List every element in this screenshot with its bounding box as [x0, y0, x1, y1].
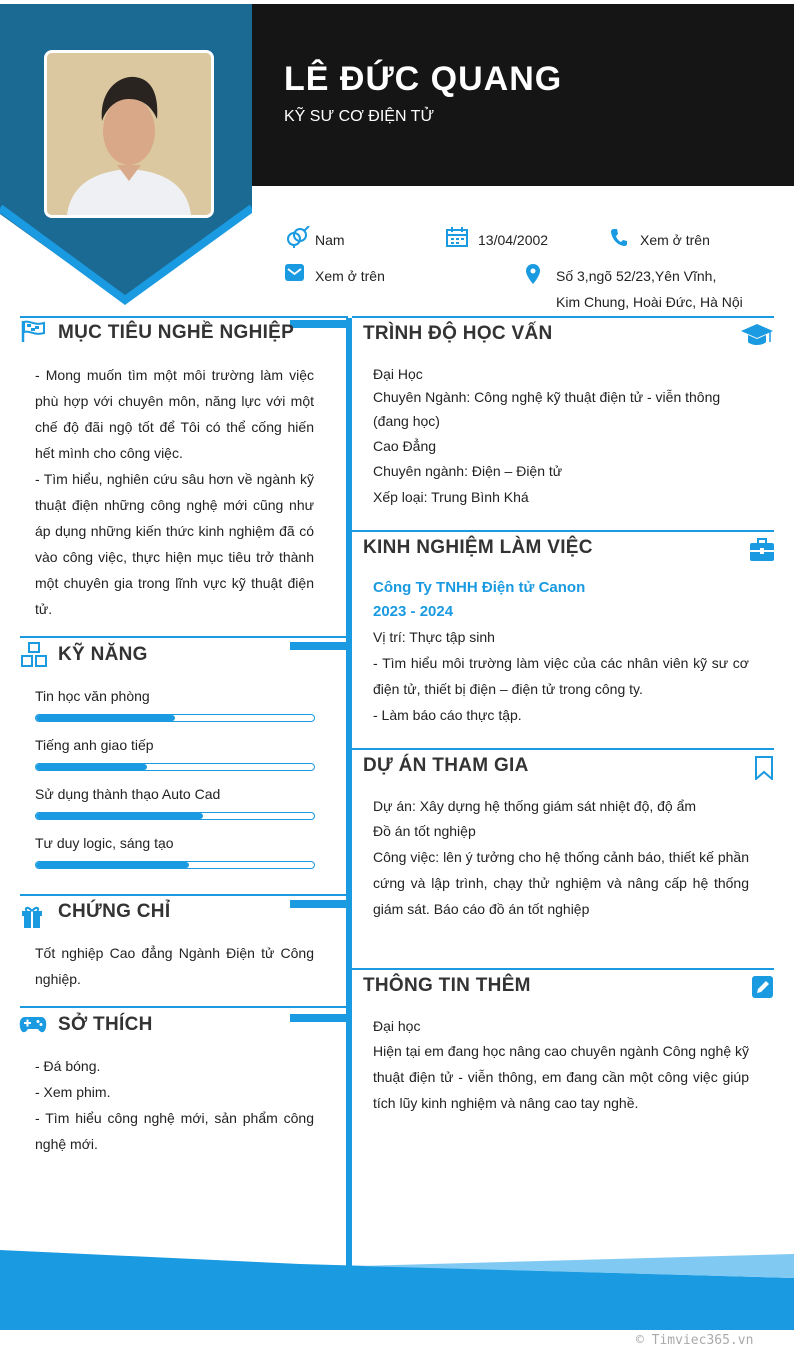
projects-rule: [352, 748, 774, 750]
skill-bar-fill: [36, 813, 203, 819]
skill-bar: [35, 812, 315, 820]
phone-value: Xem ở trên: [640, 232, 710, 248]
certificates-text: Tốt nghiệp Cao đẳng Ngành Điện tử Công nghiệp.: [35, 945, 314, 987]
work-description: - Tìm hiểu môi trường làm việc của các nhân viên kỹ sư cơ điện tử, thiết bị điện – điện tử trong công ty.: [373, 655, 749, 697]
education-heading: TRÌNH ĐỘ HỌC VẤN: [363, 323, 553, 344]
skill-bar-fill: [36, 862, 189, 868]
additional-line: Đại học: [373, 1018, 421, 1034]
skill-bar: [35, 763, 315, 771]
certificates-rule: [20, 894, 348, 896]
work-position: Vị trí: Thực tập sinh: [373, 629, 495, 645]
address-line-2: Kim Chung, Hoài Đức, Hà Nội: [556, 294, 743, 310]
gift-icon: [21, 903, 43, 929]
hobbies-heading: SỞ THÍCH: [58, 1014, 153, 1035]
experience-heading: KINH NGHIỆM LÀM VIỆC: [363, 537, 593, 558]
job-title: KỸ SƯ CƠ ĐIỆN TỬ: [284, 108, 435, 125]
project-line: Dự án: Xây dựng hệ thống giám sát nhiệt độ, độ ẩm: [373, 798, 697, 814]
location-icon: [526, 264, 540, 284]
email-value: Xem ở trên: [315, 268, 385, 284]
skill-label: Tiếng anh giao tiếp: [35, 737, 154, 753]
work-description: - Làm báo cáo thực tập.: [373, 707, 522, 723]
objective-heading: MỤC TIÊU NGHỀ NGHIỆP: [58, 322, 295, 343]
education-line: Xếp loại: Trung Bình Khá: [373, 489, 529, 505]
column-divider: [346, 318, 352, 1266]
flag-icon: [20, 320, 46, 342]
cubes-icon: [20, 642, 48, 668]
additional-heading: THÔNG TIN THÊM: [363, 975, 531, 996]
skills-rule: [20, 636, 348, 638]
skill-label: Sử dụng thành thạo Auto Cad: [35, 786, 221, 802]
skills-tab: [290, 642, 348, 650]
hobby-item: - Đá bóng.: [35, 1058, 101, 1074]
gender-icon: [285, 226, 311, 248]
address-line-1: Số 3,ngõ 52/23,Yên Vĩnh,: [556, 268, 717, 284]
graduation-cap-icon: [741, 322, 773, 348]
education-line: Chuyên ngành: Điện – Điện tử: [373, 463, 563, 479]
hobbies-tab: [290, 1014, 348, 1022]
skill-bar-fill: [36, 715, 175, 721]
certificates-tab: [290, 900, 348, 908]
additional-rule: [352, 968, 774, 970]
hobby-item: - Tìm hiểu công nghệ mới, sản phẩm công nghệ mới.: [35, 1110, 314, 1152]
education-line: Đại Học: [373, 366, 423, 382]
avatar: [44, 50, 214, 218]
hobby-item: - Xem phim.: [35, 1084, 111, 1100]
certificates-heading: CHỨNG CHỈ: [58, 901, 171, 922]
gamepad-icon: [19, 1016, 47, 1034]
education-rule: [352, 316, 774, 318]
additional-description: Hiện tại em đang học nâng cao chuyên ngành Công nghệ kỹ thuật điện tử - viễn thông, em đang cần một công việc giúp tích lũy kinh nghiệm và nâng cao tay nghề.: [373, 1043, 749, 1111]
skill-bar-fill: [36, 764, 147, 770]
gender-value: Nam: [315, 232, 345, 248]
skill-bar: [35, 861, 315, 869]
experience-rule: [352, 530, 774, 532]
hobbies-rule: [20, 1006, 348, 1008]
calendar-icon: [446, 227, 468, 247]
footer-copyright: © Timviec365.vn: [636, 1333, 754, 1348]
company-name: Công Ty TNHH Điện tử Canon: [373, 579, 586, 596]
skill-bar: [35, 714, 315, 722]
email-icon: [285, 264, 304, 281]
projects-heading: DỰ ÁN THAM GIA: [363, 755, 529, 776]
candidate-name: LÊ ĐỨC QUANG: [284, 60, 563, 98]
objective-rule: [20, 316, 348, 318]
education-line: Chuyên Ngành: Công nghệ kỹ thuật điện tử - viễn thông (đang học): [373, 389, 721, 429]
edit-icon: [752, 976, 773, 998]
objective-tab: [290, 320, 348, 328]
project-description: Công việc: lên ý tưởng cho hệ thống cảnh báo, thiết kế phần cứng và lập trình, chạy thử nghiệm và nâng cấp hệ thống giám sát. Báo cáo đồ án tốt nghiệp: [373, 849, 749, 917]
project-line: Đồ án tốt nghiệp: [373, 823, 476, 839]
bookmark-icon: [755, 756, 773, 780]
objective-paragraph-1: - Mong muốn tìm một môi trường làm việc phù hợp với chuyên môn, năng lực với một chế độ đãi ngộ tốt để Tôi có thể cống hiến hết mình cho công việc.: [35, 367, 314, 461]
objective-paragraph-2: - Tìm hiểu, nghiên cứu sâu hơn về ngành kỹ thuật điện những công nghệ mới cũng như áp dụng những kiến thức kinh nghiệm đã có vào công việc, thực hiện mục tiêu trở thành một chuyên gia trong lĩnh vực kỹ thuật điện tử.: [35, 471, 314, 617]
phone-icon: [611, 228, 627, 246]
briefcase-icon: [750, 538, 774, 562]
skill-label: Tư duy logic, sáng tạo: [35, 835, 174, 851]
footer-wave: [0, 1250, 800, 1334]
skill-label: Tin học văn phòng: [35, 688, 150, 704]
skills-heading: KỸ NĂNG: [58, 644, 148, 665]
work-period: 2023 - 2024: [373, 603, 454, 620]
education-line: Cao Đẳng: [373, 438, 437, 454]
birthday-value: 13/04/2002: [478, 232, 549, 248]
